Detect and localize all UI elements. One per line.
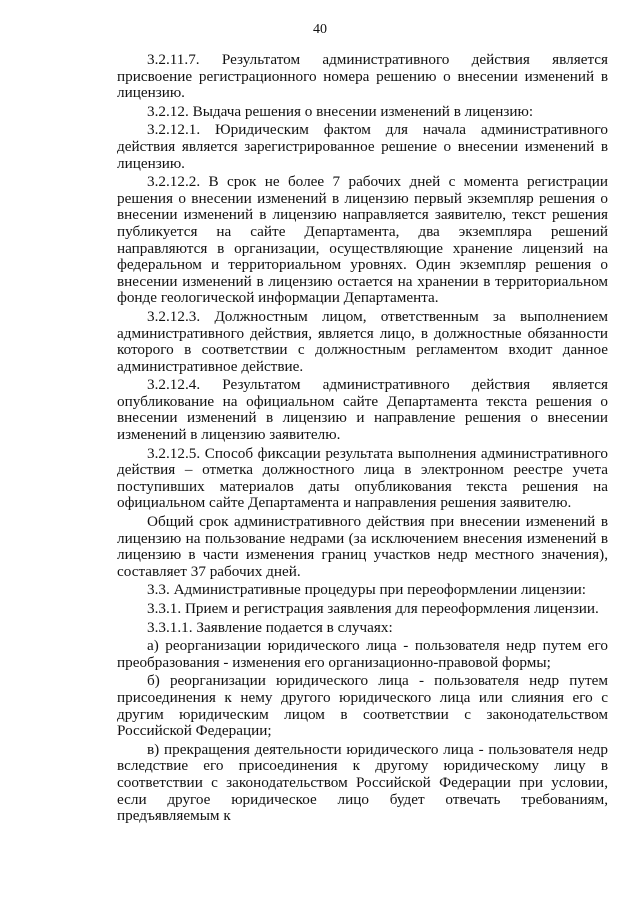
paragraph-3-2-11-7: 3.2.11.7. Результатом административного действия является присвоение регистрационного номера решению о внесении изменений в лицензию. (117, 51, 608, 102)
paragraph-3-3-1: 3.3.1. Прием и регистрация заявления для переоформления лицензии. (147, 600, 599, 617)
paragraph-3-2-12-1: 3.2.12.1. Юридическим фактом для начала административного действия является зарегистрированное решение о внесении изменений в лицензию. (117, 121, 608, 172)
paragraph-3-3: 3.3. Административные процедуры при переоформлении лицензии: (147, 581, 587, 599)
paragraph-3-3-1-1: 3.3.1.1. Заявление подается в случаях: (147, 618, 393, 636)
list-item-a: а) реорганизации юридического лица - пользователя недр путем его преобразования - изменения его организационно-правовой формы; (117, 637, 608, 671)
paragraph-3-2-12-3: 3.2.12.3. Должностным лицом, ответственным за выполнением административного действия, является лицо, в должностные обязанности которого в соответствии с должностным регламентом входит данное административное действие. (117, 307, 608, 375)
paragraph-3-2-12: 3.2.12. Выдача решения о внесении изменений в лицензию: (147, 102, 534, 120)
document-body (117, 52, 608, 825)
paragraph-total-term: Общий срок административного действия при внесении изменений в лицензию на пользование недрами (за исключением внесения изменений в лицензию в части изменения границ участков недр местного значения), составляет 37 рабочих дней. (117, 513, 608, 580)
paragraph-3-2-12-4: 3.2.12.4. Результатом административного действия является опубликование на официальном сайте Департамента текста решения о внесении изменений в лицензию и направление решения о внесении изменений в лицензию заявителю. (117, 376, 608, 444)
paragraph-3-2-12-5: 3.2.12.5. Способ фиксации результата выполнения административного действия – отметка должностного лица в электронном реестре учета поступивших материалов даты опубликования текста решения на официальном сайте Департамента и направления решения заявителю. (117, 444, 608, 512)
page-number: 40 (313, 22, 327, 37)
list-item-v: в) прекращения деятельности юридического лица - пользователя недр вследствие его присоединения к другому юридическому лицу в соответствии с законодательством Российской Федерации при условии, если другое юридическое лицо будет отвечать требованиям, предъявляемым к (117, 740, 608, 825)
paragraph-3-2-12-2: 3.2.12.2. В срок не более 7 рабочих дней с момента регистрации решения о внесении изменений в лицензию первый экземпляр решения о внесении изменений в лицензию направляется заявителю, текст решения публикуется на сайте Департамента, два экземпляра решений направляются в организации, осуществляющие хранение лицензий на федеральном и территориальном уровнях. Один экземпляр решения о внесении изменений в лицензию остается на хранении в территориальном фонде геологической информации Департамента. (117, 173, 608, 307)
list-item-b: б) реорганизации юридического лица - пользователя недр путем присоединения к нему другого юридического лица или слияния его с другим юридическим лицом в соответствии с законодательством Российской Федерации; (117, 672, 608, 740)
